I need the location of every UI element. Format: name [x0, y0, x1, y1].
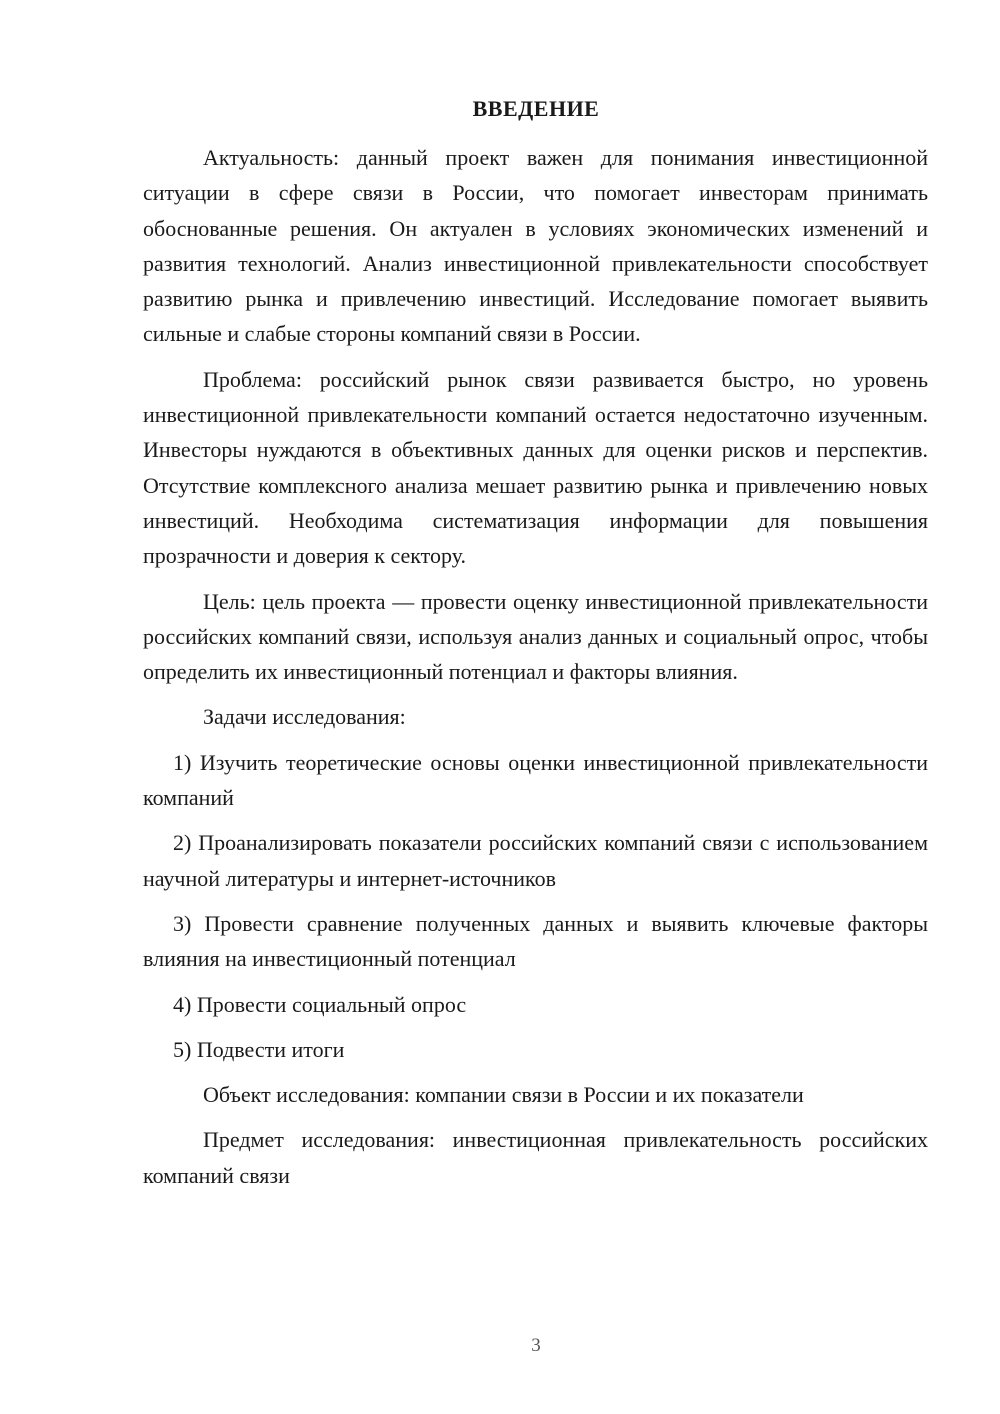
document-body — [143, 140, 928, 1203]
paragraph-goal: Цель: цель проекта — провести оценку инвестиционной привлекательности российских компаний связи, используя анализ данных и социальный опрос, чтобы определить их инвестиционный потенциал и факторы влияния. — [143, 588, 928, 685]
task-list-item: 4) Провести социальный опрос — [173, 991, 467, 1017]
page-number: 3 — [531, 1335, 541, 1356]
paragraph-problem: Проблема: российский рынок связи развивается быстро, но уровень инвестиционной привлекательности компаний остается недостаточно изученным. Инвесторы нуждаются в объективных данных для оценки рисков и перспектив. Отсутствие комплексного анализа мешает развитию рынка и привлечению новых инвестиций. Необходима систематизация информации для повышения прозрачности и доверия к сектору. — [143, 366, 928, 569]
task-list-item: 1) Изучить теоретические основы оценки инвестиционной привлекательности компаний — [143, 749, 928, 811]
task-list-item: 2) Проанализировать показатели российских компаний связи с использованием научной литературы и интернет-источников — [143, 830, 928, 891]
paragraph-relevance: Актуальность: данный проект важен для понимания инвестиционной ситуации в сфере связи в России, что помогает инвесторам принимать обоснованные решения. Он актуален в условиях экономических изменений и развития технологий. Анализ инвестиционной привлекательности способствует развитию рынка и привлечению инвестиций. Исследование помогает выявить сильные и слабые стороны компаний связи в России. — [143, 145, 928, 347]
task-list-item: 3) Провести сравнение полученных данных и выявить ключевые факторы влияния на инвестиционный потенциал — [143, 910, 928, 972]
paragraph-research-subject: Предмет исследования: инвестиционная привлекательность российских компаний связи — [143, 1127, 928, 1188]
task-list-item: 5) Подвести итоги — [173, 1036, 345, 1062]
paragraph-tasks-heading: Задачи исследования: — [203, 704, 406, 730]
section-heading: ВВЕДЕНИЕ — [472, 96, 600, 121]
paragraph-research-object: Объект исследования: компании связи в России и их показатели — [203, 1082, 804, 1108]
